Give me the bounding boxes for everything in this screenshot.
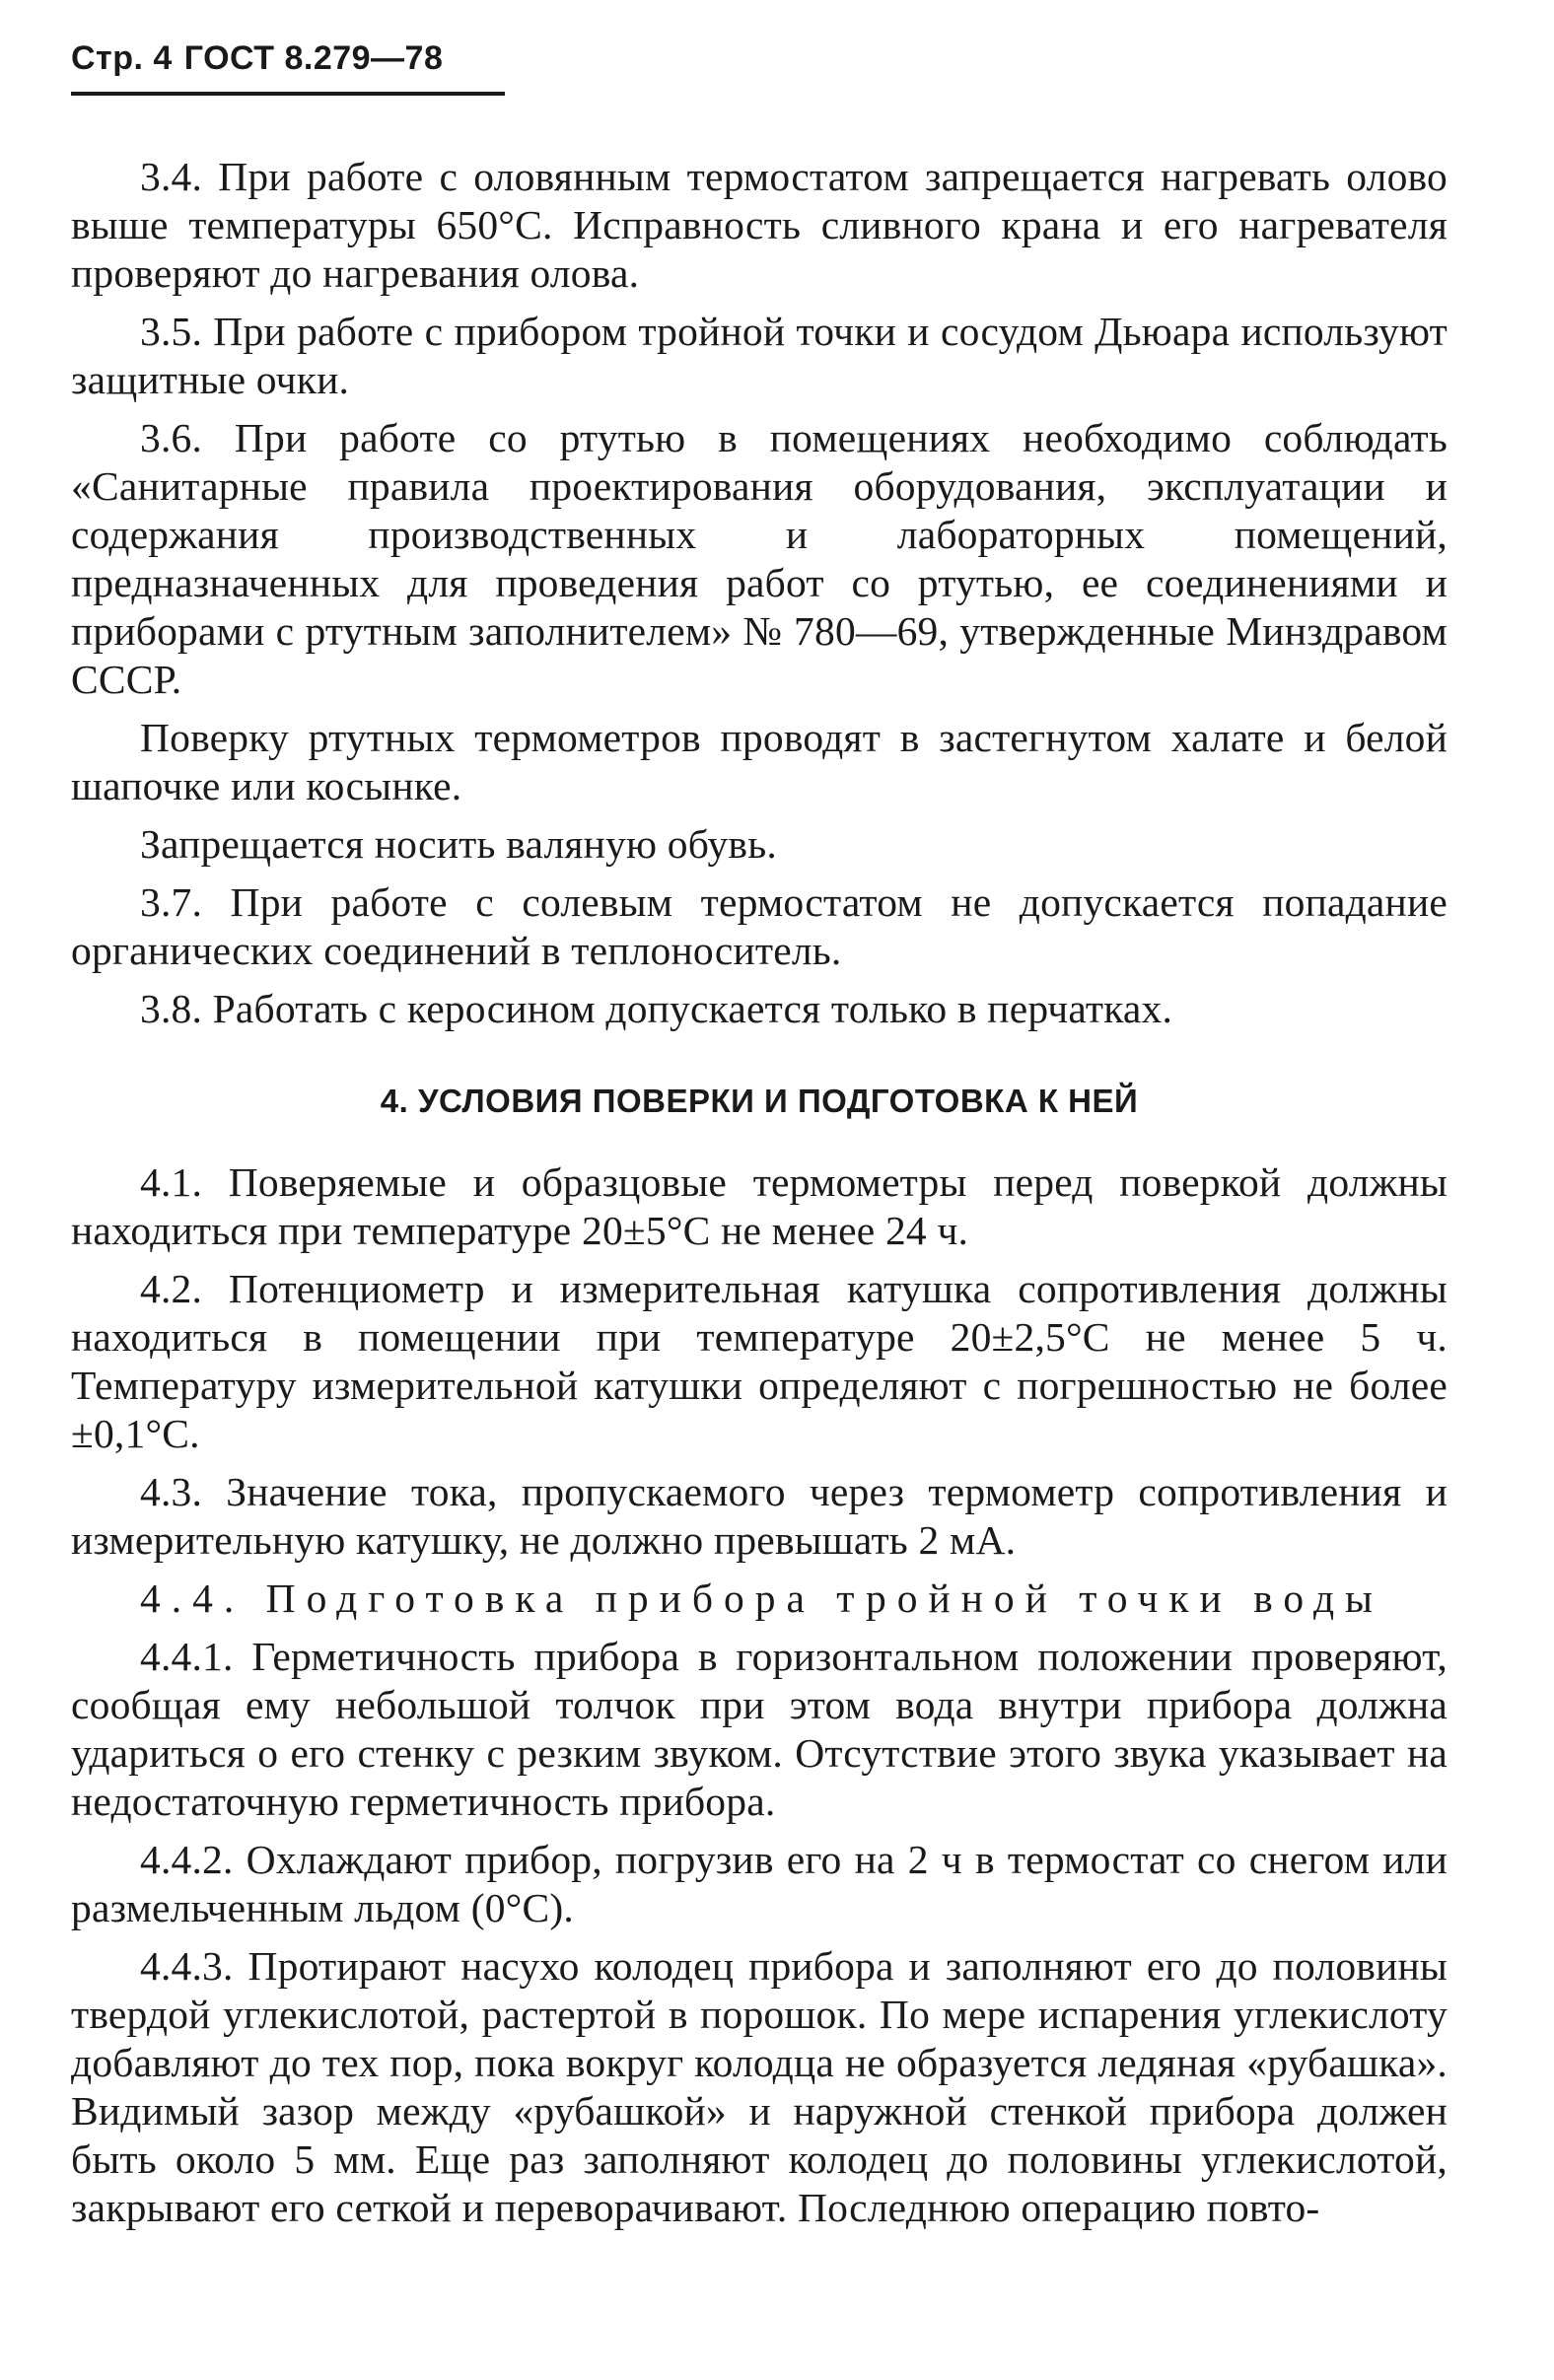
paragraph-4-4-2: 4.4.2. Охлаждают прибор, погрузив его на 2 ч в термостат со снегом или размельченным льдом (0°С).	[71, 1837, 1448, 1930]
paragraph-footwear: Запрещается носить валяную обувь.	[140, 821, 777, 867]
paragraph-3-8: 3.8. Работать с керосином допускается только в перчатках.	[140, 986, 1173, 1031]
paragraph-4-2: 4.2. Потенциометр и измерительная катушка сопротивления должны находиться в помещении при температуре 20±2,5°С не менее 5 ч. Температуру измерительной катушки определяют с погрешностью не более ±0,1°С.	[71, 1266, 1448, 1456]
page-header	[71, 39, 1448, 78]
paragraph-3-4: 3.4. При работе с оловянным термостатом запрещается нагревать олово выше температуры 650°С. Исправность сливного крана и его нагревателя проверяют до нагревания олова.	[71, 154, 1448, 296]
paragraph-mercury-verification: Поверку ртутных термометров проводят в застегнутом халате и белой шапочке или косынке.	[71, 715, 1448, 808]
header-rule	[71, 92, 505, 96]
paragraph-3-7: 3.7. При работе с солевым термостатом не допускается попадание органических соединений в теплоноситель.	[71, 879, 1448, 973]
paragraph-4-4-1: 4.4.1. Герметичность прибора в горизонтальном положении проверяют, сообщая ему небольшой толчок при этом вода внутри прибора должна удариться о его стенку с резким звуком. Отсутствие этого звука указывает на недостаточную герметичность прибора.	[71, 1634, 1448, 1824]
paragraph-4-3: 4.3. Значение тока, пропускаемого через термометр сопротивления и измерительную катушку, не должно превышать 2 мА.	[71, 1469, 1448, 1563]
document-page	[71, 39, 1448, 2242]
section-title: 4. УСЛОВИЯ ПОВЕРКИ И ПОДГОТОВКА К НЕЙ	[380, 1083, 1139, 1119]
subsection-title: 4.4. Подготовка прибора тройной точки воды	[140, 1575, 1383, 1621]
standard-number: ГОСТ 8.279—78	[183, 39, 444, 77]
paragraph-3-5: 3.5. При работе с прибором тройной точки и сосудом Дьюара используют защитные очки.	[71, 309, 1448, 402]
paragraph-4-1: 4.1. Поверяемые и образцовые термометры перед поверкой должны находиться при температуре 20±5°С не менее 24 ч.	[71, 1159, 1448, 1253]
paragraph-4-4-3: 4.4.3. Протирают насухо колодец прибора и заполняют его до половины твердой углекислотой, растертой в порошок. По мере испарения углекислоту добавляют до тех пор, пока вокруг колодца не образуется ледяная «рубашка». Видимый зазор между «рубашкой» и наружной стенкой прибора должен быть около 5 мм. Еще раз заполняют колодец до половины углекислотой, закрывают его сеткой и переворачивают. Последнюю операцию повто-	[71, 1943, 1448, 2230]
paragraph-3-6: 3.6. При работе со ртутью в помещениях необходимо соблюдать «Санитарные правила проектирования оборудования, эксплуатации и содержания производственных и лабораторных помещений, предназначенных для проведения работ со ртутью, ее соединениями и приборами с ртутным заполнителем» № 780—69, утвержденные Минздравом СССР.	[71, 415, 1448, 702]
page-label: Стр. 4	[71, 39, 173, 77]
body-text	[71, 153, 1448, 2232]
